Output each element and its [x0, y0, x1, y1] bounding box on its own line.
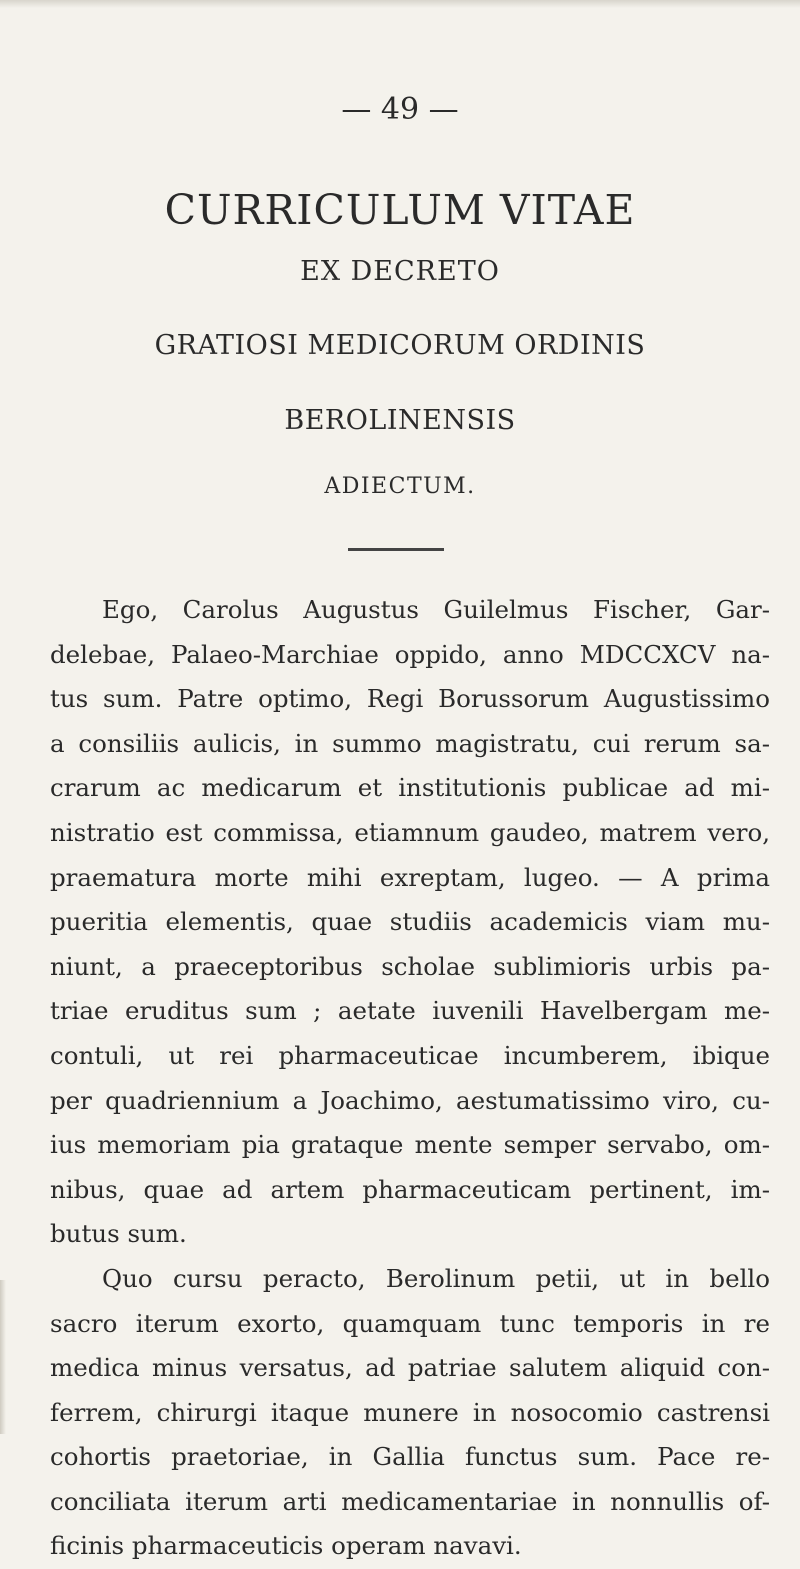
text-line: triae eruditus sum ; aetate iuvenili Havelbergam me-: [50, 996, 770, 1026]
page-top-edge: [0, 0, 800, 8]
text-line: delebae, Palaeo-Marchiae oppido, anno MDCCXCV na-: [50, 639, 770, 669]
text-line: cohortis praetoriae, in Gallia functus sum. Pace re-: [50, 1442, 770, 1472]
heading-line-4: ADIECTUM.: [324, 474, 476, 499]
body-text: [50, 588, 770, 1569]
text-line: butus sum.: [50, 1219, 187, 1249]
text-line: Quo cursu peracto, Berolinum petii, ut in bello: [102, 1263, 770, 1293]
text-line: praematura morte mihi exreptam, lugeo. — A prima: [50, 862, 770, 892]
text-line: nibus, quae ad artem pharmaceuticam pertinent, im-: [50, 1174, 770, 1204]
text-line: a consiliis aulicis, in summo magistratu, cui rerum sa-: [50, 728, 770, 758]
text-line: sacro iterum exorto, quamquam tunc temporis in re: [50, 1308, 770, 1338]
page-number: — 49 —: [341, 92, 459, 127]
text-line: medica minus versatus, ad patriae salutem aliquid con-: [50, 1353, 770, 1383]
text-line: ferrem, chirurgi itaque munere in nosocomio castrensi: [50, 1397, 770, 1427]
text-line: pueritia elementis, quae studiis academicis viam mu-: [50, 907, 770, 937]
heading-line-2: GRATIOSI MEDICORUM ORDINIS: [154, 330, 646, 361]
text-line: nistratio est commissa, etiamnum gaudeo, matrem vero,: [50, 817, 770, 847]
page-left-edge: [0, 1280, 6, 1434]
heading-line-1: EX DECRETO: [300, 256, 500, 287]
separator-rule: [348, 548, 444, 551]
text-line: niunt, a praeceptoribus scholae sublimioris urbis pa-: [50, 951, 770, 981]
heading-line-3: BEROLINENSIS: [284, 405, 516, 436]
text-line: ius memoriam pia grataque mente semper servabo, om-: [50, 1130, 770, 1160]
text-line: crarum ac medicarum et institutionis publicae ad mi-: [50, 773, 770, 803]
text-line: conciliata iterum arti medicamentariae in nonnullis of-: [50, 1486, 770, 1516]
text-line: tus sum. Patre optimo, Regi Borussorum Augustissimo: [50, 684, 770, 714]
document-title: CURRICULUM VITAE: [164, 186, 636, 234]
text-line: contuli, ut rei pharmaceuticae incumberem, ibique: [50, 1040, 770, 1070]
text-line: per quadriennium a Joachimo, aestumatissimo viro, cu-: [50, 1085, 770, 1115]
text-line: ficinis pharmaceuticis operam navavi.: [50, 1531, 522, 1561]
text-line: Ego, Carolus Augustus Guilelmus Fischer, Gar-: [102, 595, 770, 624]
